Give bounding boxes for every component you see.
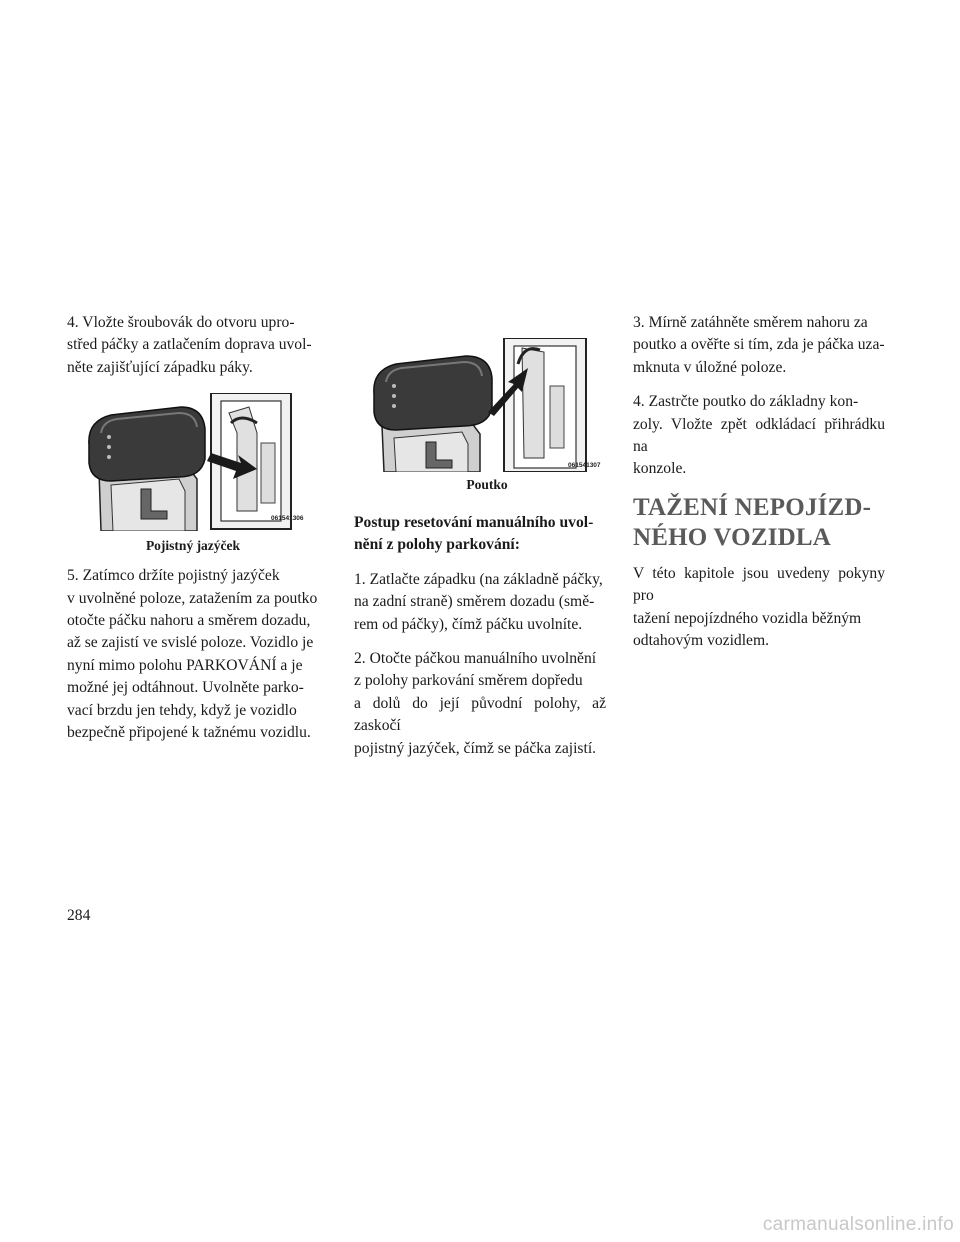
reset-step-1: 1. Zatlačte západku (na základně páčky, na zadní straně) směrem dozadu (smě- rem od páčky), čímž páčku uvolníte. [354, 570, 603, 633]
step-5-pull-strap: 5. Zatímco držíte pojistný jazýček v uvolněné poloze, zatažením za poutko otočte páčku nahoru a směrem dozadu, až se zajistí ve svislé poloze. Vozidlo je nyní mimo polohu PARKOVÁNÍ a je možné jej odtáhnout. Uvolněte parko- vací brzdu jen tehdy, když je vozidlo bezpečně připojené k tažnému vozidlu. [67, 567, 318, 742]
figure-strap [354, 338, 606, 494]
column-left [67, 312, 319, 756]
figure-caption: Poutko [466, 477, 508, 492]
shifter-illustration-2 [368, 338, 598, 472]
towing-intro: V této kapitole jsou uvedeny pokyny pro tažení nepojízdného vozidla běžným odtahovým vozidlem. [633, 564, 885, 650]
figure-locking-tab [67, 393, 319, 555]
reset-step-2: 2. Otočte páčkou manuálního uvolnění z polohy parkování směrem dopředu a dolů do její původní polohy, až zaskočí pojistný jazýček, čímž se páčka zajistí. [354, 650, 606, 757]
column-right [633, 312, 885, 664]
reset-step-4: 4. Zastrčte poutko do základny kon- zoly. Vložte zpět odkládací přihrádku na konzole. [633, 393, 885, 478]
figure-code: 061541307 [568, 462, 601, 469]
reset-step-3: 3. Mírně zatáhněte směrem nahoru za poutko a ověřte si tím, zda je páčka uza- mknuta v úložné poloze. [633, 314, 885, 376]
watermark: carmanualsonline.info [762, 1214, 954, 1235]
step-4-insert-screwdriver: 4. Vložte šroubovák do otvoru upro- střed páčky a zatlačením doprava uvol- něte zajišťující západku páky. [67, 314, 312, 376]
section-heading-towing: TAŽENÍ NEPOJÍZD- NÉHO VOZIDLA [633, 493, 872, 551]
figure-caption: Pojistný jazýček [145, 538, 241, 554]
page-number: 284 [67, 907, 91, 924]
reset-procedure-heading: Postup resetování manuálního uvol- nění z polohy parkování: [354, 514, 594, 554]
column-middle [354, 338, 606, 772]
figure-code: 061541306 [271, 515, 304, 523]
shifter-illustration-1 [81, 393, 301, 531]
